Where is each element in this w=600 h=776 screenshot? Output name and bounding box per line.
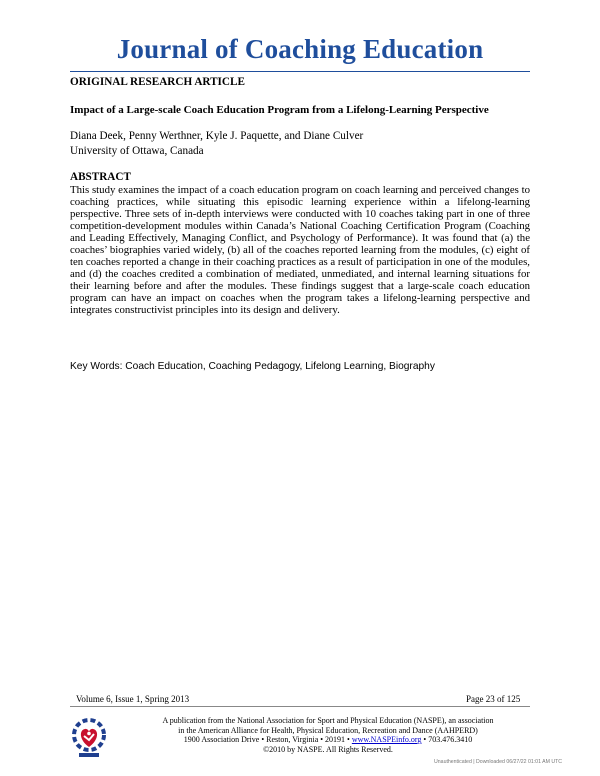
keywords: Key Words: Coach Education, Coaching Pedagogy, Lifelong Learning, Biography xyxy=(70,361,435,372)
article-type-label: ORIGINAL RESEARCH ARTICLE xyxy=(70,76,245,88)
page-number: Page 23 of 125 xyxy=(466,694,521,704)
download-stamp: Unauthenticated | Downloaded 06/27/22 01:01 AM UTC xyxy=(434,759,562,765)
publisher-address-line xyxy=(110,735,546,745)
logo-base xyxy=(79,753,99,757)
journal-title: Journal of Coaching Education xyxy=(116,34,484,64)
abstract-body: This study examines the impact of a coach education program on coach learning and perceived changes to coaching practices, while situating this episodic learning experience within a lifelong-learning perspective. Three sets of in-depth interviews were conducted with 10 coaches taking part in one of three competition-development modules within Canada’s National Coaching Certification Program (Coaching and Leading Effectively, Managing Conflict, and Psychology of Performance). It was found that (a) the coaches’ biographies varied widely, (b) all of the coaches reported learning from the modules, (c) eight of ten coaches reported a change in their coaching practices as a result of participation in one of the modules, and (d) the coaches credited a combination of mediated, unmediated, and internal learning situations for their learning before and after the modules. These findings suggest that a large-scale coach education program can have an impact on coaches when the program takes a lifelong-learning perspective and integrates constructivist principles into its design and delivery. xyxy=(70,184,530,317)
footer-divider xyxy=(70,706,530,707)
author-affiliation: University of Ottawa, Canada xyxy=(70,145,204,157)
aahperd-logo-icon xyxy=(70,716,108,760)
article-title: Impact of a Large-scale Coach Education Program from a Lifelong-Learning Perspective xyxy=(70,104,489,116)
publisher-line-2: in the American Alliance for Health, Physical Education, Recreation and Dance (AAHPERD) xyxy=(178,725,478,735)
copyright-notice: ©2010 by NASPE. All Rights Reserved. xyxy=(263,744,393,754)
volume-issue: Volume 6, Issue 1, Spring 2013 xyxy=(76,694,190,704)
abstract-heading: ABSTRACT xyxy=(70,171,131,183)
logo-heart-shape xyxy=(81,729,97,747)
publisher-website-link[interactable]: www.NASPEinfo.org xyxy=(351,735,422,745)
publisher-info xyxy=(110,716,546,754)
publisher-address: 1900 Association Drive • Reston, Virginia • 20191 • xyxy=(183,735,350,745)
logo-figure-head xyxy=(87,732,91,736)
author-list: Diana Deek, Penny Werthner, Kyle J. Paquette, and Diane Culver xyxy=(70,130,364,142)
header-divider xyxy=(70,71,530,72)
publisher-line-1: A publication from the National Association for Sport and Physical Education (NASPE), an association xyxy=(162,716,494,725)
publisher-phone: • 703.476.3410 xyxy=(423,735,473,745)
